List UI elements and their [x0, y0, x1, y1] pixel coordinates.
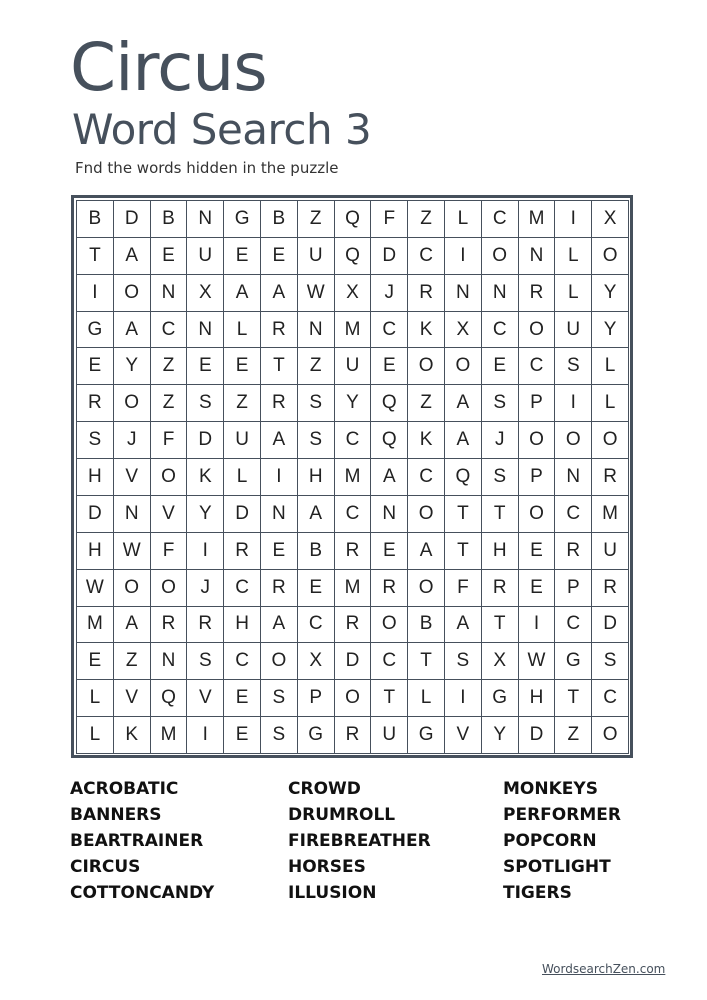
grid-cell: E	[77, 348, 114, 385]
grid-cell: T	[555, 680, 592, 717]
grid-cell: F	[151, 422, 188, 459]
grid-cell: Q	[151, 680, 188, 717]
grid-cell: C	[371, 643, 408, 680]
grid-cell: E	[187, 348, 224, 385]
grid-cell: M	[519, 201, 556, 238]
word-list-item: HORSES	[288, 857, 366, 877]
grid-cell: O	[114, 275, 151, 312]
grid-cell: J	[482, 422, 519, 459]
grid-cell: J	[371, 275, 408, 312]
grid-cell: C	[335, 496, 372, 533]
grid-cell: Z	[298, 201, 335, 238]
grid-cell: P	[519, 385, 556, 422]
grid-cell: H	[77, 459, 114, 496]
grid-cell: E	[224, 717, 261, 754]
grid-cell: I	[445, 238, 482, 275]
grid-cell: X	[187, 275, 224, 312]
grid-cell: O	[555, 422, 592, 459]
grid-cell: A	[445, 385, 482, 422]
word-list-item: CIRCUS	[70, 857, 141, 877]
grid-cell: K	[408, 312, 445, 349]
grid-cell: L	[77, 717, 114, 754]
grid-cell: T	[261, 348, 298, 385]
word-list-item: MONKEYS	[503, 779, 598, 799]
grid-cell: L	[224, 312, 261, 349]
grid-cell: E	[151, 238, 188, 275]
grid-cell: Q	[445, 459, 482, 496]
grid-cell: A	[445, 607, 482, 644]
grid-cell: M	[335, 459, 372, 496]
grid-cell: I	[187, 717, 224, 754]
word-list-item: ACROBATIC	[70, 779, 179, 799]
grid-cell: S	[298, 422, 335, 459]
grid-cell: R	[555, 533, 592, 570]
grid-cell: D	[114, 201, 151, 238]
grid-cell: G	[298, 717, 335, 754]
grid-cell: T	[371, 680, 408, 717]
grid-cell: Q	[335, 238, 372, 275]
grid-cell: T	[445, 496, 482, 533]
grid-cell: W	[519, 643, 556, 680]
grid-cell: I	[555, 385, 592, 422]
grid-cell: D	[224, 496, 261, 533]
grid-cell: B	[151, 201, 188, 238]
grid-cell: R	[592, 570, 629, 607]
grid-cell: G	[77, 312, 114, 349]
word-list-item: BEARTRAINER	[70, 831, 204, 851]
grid-cell: N	[151, 643, 188, 680]
grid-cell: T	[445, 533, 482, 570]
grid-cell: R	[408, 275, 445, 312]
grid-cell: C	[408, 238, 445, 275]
grid-cell: A	[114, 238, 151, 275]
grid-cell: I	[555, 201, 592, 238]
grid-cell: D	[335, 643, 372, 680]
grid-cell: N	[371, 496, 408, 533]
grid-cell: X	[298, 643, 335, 680]
puzzle-grid	[76, 200, 629, 754]
grid-cell: Z	[114, 643, 151, 680]
grid-cell: U	[187, 238, 224, 275]
word-list-item: POPCORN	[503, 831, 597, 851]
word-list-item: TIGERS	[503, 883, 572, 903]
grid-cell: R	[482, 570, 519, 607]
grid-cell: T	[77, 238, 114, 275]
grid-cell: P	[519, 459, 556, 496]
grid-cell: X	[445, 312, 482, 349]
grid-cell: S	[445, 643, 482, 680]
grid-cell: D	[187, 422, 224, 459]
grid-cell: G	[224, 201, 261, 238]
grid-cell: S	[482, 459, 519, 496]
grid-cell: B	[408, 607, 445, 644]
grid-cell: M	[77, 607, 114, 644]
grid-cell: Q	[371, 422, 408, 459]
grid-cell: V	[114, 459, 151, 496]
grid-cell: B	[298, 533, 335, 570]
grid-cell: U	[224, 422, 261, 459]
grid-cell: P	[298, 680, 335, 717]
grid-cell: I	[77, 275, 114, 312]
grid-cell: N	[482, 275, 519, 312]
grid-cell: X	[482, 643, 519, 680]
grid-cell: V	[187, 680, 224, 717]
grid-cell: U	[555, 312, 592, 349]
grid-cell: S	[261, 680, 298, 717]
grid-cell: A	[408, 533, 445, 570]
grid-cell: S	[482, 385, 519, 422]
grid-cell: L	[555, 238, 592, 275]
grid-cell: C	[408, 459, 445, 496]
grid-cell: D	[519, 717, 556, 754]
grid-cell: N	[187, 312, 224, 349]
grid-cell: Y	[114, 348, 151, 385]
word-list-column	[70, 776, 214, 906]
grid-cell: H	[482, 533, 519, 570]
grid-cell: H	[519, 680, 556, 717]
grid-cell: E	[261, 238, 298, 275]
grid-cell: A	[224, 275, 261, 312]
grid-cell: L	[592, 385, 629, 422]
grid-cell: O	[519, 496, 556, 533]
grid-cell: R	[261, 570, 298, 607]
grid-cell: O	[151, 570, 188, 607]
grid-cell: L	[592, 348, 629, 385]
grid-cell: S	[555, 348, 592, 385]
grid-cell: Z	[298, 348, 335, 385]
grid-cell: K	[408, 422, 445, 459]
grid-cell: R	[77, 385, 114, 422]
grid-cell: R	[519, 275, 556, 312]
grid-cell: C	[482, 312, 519, 349]
grid-cell: R	[261, 312, 298, 349]
grid-cell: S	[261, 717, 298, 754]
word-list-item: COTTONCANDY	[70, 883, 215, 903]
grid-cell: C	[482, 201, 519, 238]
instructions-text: Fnd the words hidden in the puzzle	[75, 159, 339, 177]
grid-cell: A	[261, 422, 298, 459]
site-link[interactable]: WordsearchZen.com	[542, 962, 666, 976]
grid-cell: Z	[555, 717, 592, 754]
grid-cell: Z	[151, 385, 188, 422]
grid-cell: R	[592, 459, 629, 496]
word-list-item: PERFORMER	[503, 805, 621, 825]
grid-cell: F	[445, 570, 482, 607]
grid-cell: P	[555, 570, 592, 607]
grid-cell: I	[445, 680, 482, 717]
grid-cell: L	[555, 275, 592, 312]
grid-cell: W	[77, 570, 114, 607]
grid-cell: I	[261, 459, 298, 496]
grid-cell: C	[335, 422, 372, 459]
grid-cell: C	[298, 607, 335, 644]
grid-cell: A	[261, 275, 298, 312]
grid-cell: S	[298, 385, 335, 422]
grid-cell: O	[151, 459, 188, 496]
grid-cell: R	[187, 607, 224, 644]
grid-cell: G	[408, 717, 445, 754]
grid-cell: U	[298, 238, 335, 275]
grid-cell: M	[335, 570, 372, 607]
grid-cell: R	[335, 717, 372, 754]
grid-cell: X	[335, 275, 372, 312]
grid-cell: O	[482, 238, 519, 275]
grid-cell: C	[592, 680, 629, 717]
puzzle-grid-frame	[71, 195, 633, 758]
grid-cell: L	[408, 680, 445, 717]
grid-cell: N	[555, 459, 592, 496]
grid-cell: C	[151, 312, 188, 349]
grid-cell: S	[592, 643, 629, 680]
grid-cell: Y	[592, 275, 629, 312]
grid-cell: E	[371, 348, 408, 385]
grid-cell: Z	[151, 348, 188, 385]
grid-cell: V	[151, 496, 188, 533]
grid-cell: Y	[187, 496, 224, 533]
grid-cell: L	[445, 201, 482, 238]
grid-cell: A	[371, 459, 408, 496]
grid-cell: Y	[482, 717, 519, 754]
grid-cell: L	[77, 680, 114, 717]
grid-cell: N	[114, 496, 151, 533]
grid-cell: O	[445, 348, 482, 385]
word-list-item: SPOTLIGHT	[503, 857, 611, 877]
grid-cell: I	[519, 607, 556, 644]
word-list-item: FIREBREATHER	[288, 831, 431, 851]
grid-cell: O	[592, 238, 629, 275]
grid-cell: E	[224, 680, 261, 717]
grid-cell: U	[371, 717, 408, 754]
grid-cell: Z	[408, 385, 445, 422]
grid-cell: R	[261, 385, 298, 422]
word-list-column	[503, 776, 621, 906]
grid-cell: A	[261, 607, 298, 644]
grid-cell: E	[224, 348, 261, 385]
grid-cell: Q	[371, 385, 408, 422]
word-list-item: ILLUSION	[288, 883, 377, 903]
grid-cell: O	[592, 717, 629, 754]
grid-cell: H	[224, 607, 261, 644]
grid-cell: R	[335, 607, 372, 644]
grid-cell: N	[298, 312, 335, 349]
grid-cell: S	[77, 422, 114, 459]
grid-cell: F	[371, 201, 408, 238]
grid-cell: H	[77, 533, 114, 570]
grid-cell: Q	[335, 201, 372, 238]
grid-cell: R	[371, 570, 408, 607]
grid-cell: R	[335, 533, 372, 570]
grid-cell: O	[335, 680, 372, 717]
grid-cell: O	[519, 422, 556, 459]
grid-cell: E	[224, 238, 261, 275]
grid-cell: D	[371, 238, 408, 275]
grid-cell: O	[114, 385, 151, 422]
grid-cell: A	[298, 496, 335, 533]
grid-cell: G	[482, 680, 519, 717]
grid-cell: E	[298, 570, 335, 607]
grid-cell: C	[224, 643, 261, 680]
grid-cell: L	[224, 459, 261, 496]
grid-cell: Z	[408, 201, 445, 238]
word-list-item: CROWD	[288, 779, 361, 799]
word-list-item: DRUMROLL	[288, 805, 396, 825]
grid-cell: M	[592, 496, 629, 533]
grid-cell: T	[408, 643, 445, 680]
word-list-column	[288, 776, 431, 906]
grid-cell: C	[555, 607, 592, 644]
grid-cell: O	[519, 312, 556, 349]
grid-cell: X	[592, 201, 629, 238]
grid-cell: D	[592, 607, 629, 644]
grid-cell: K	[187, 459, 224, 496]
grid-cell: T	[482, 496, 519, 533]
grid-cell: J	[114, 422, 151, 459]
grid-cell: C	[555, 496, 592, 533]
grid-cell: O	[371, 607, 408, 644]
grid-cell: D	[77, 496, 114, 533]
grid-cell: M	[335, 312, 372, 349]
grid-cell: J	[187, 570, 224, 607]
word-list	[70, 776, 630, 906]
grid-cell: W	[114, 533, 151, 570]
grid-cell: V	[445, 717, 482, 754]
grid-cell: E	[371, 533, 408, 570]
grid-cell: R	[151, 607, 188, 644]
grid-cell: O	[261, 643, 298, 680]
grid-cell: O	[592, 422, 629, 459]
grid-cell: N	[519, 238, 556, 275]
grid-cell: S	[187, 385, 224, 422]
grid-cell: A	[114, 312, 151, 349]
grid-cell: H	[298, 459, 335, 496]
grid-cell: N	[261, 496, 298, 533]
grid-cell: R	[224, 533, 261, 570]
grid-cell: S	[187, 643, 224, 680]
grid-cell: Y	[335, 385, 372, 422]
grid-cell: O	[114, 570, 151, 607]
grid-cell: I	[187, 533, 224, 570]
grid-cell: C	[371, 312, 408, 349]
grid-cell: K	[114, 717, 151, 754]
grid-cell: A	[445, 422, 482, 459]
page-subtitle: Word Search 3	[72, 105, 372, 154]
grid-cell: E	[519, 533, 556, 570]
grid-cell: V	[114, 680, 151, 717]
grid-cell: A	[114, 607, 151, 644]
grid-cell: E	[261, 533, 298, 570]
grid-cell: E	[519, 570, 556, 607]
grid-cell: Y	[592, 312, 629, 349]
grid-cell: Z	[224, 385, 261, 422]
grid-cell: U	[592, 533, 629, 570]
grid-cell: O	[408, 496, 445, 533]
grid-cell: N	[187, 201, 224, 238]
grid-cell: G	[555, 643, 592, 680]
grid-cell: N	[151, 275, 188, 312]
grid-cell: C	[519, 348, 556, 385]
word-list-item: BANNERS	[70, 805, 162, 825]
page-title: Circus	[70, 29, 267, 106]
grid-cell: F	[151, 533, 188, 570]
grid-cell: C	[224, 570, 261, 607]
grid-cell: B	[261, 201, 298, 238]
grid-cell: E	[77, 643, 114, 680]
grid-cell: N	[445, 275, 482, 312]
grid-cell: U	[335, 348, 372, 385]
grid-cell: W	[298, 275, 335, 312]
grid-cell: O	[408, 570, 445, 607]
grid-cell: T	[482, 607, 519, 644]
grid-cell: E	[482, 348, 519, 385]
grid-cell: B	[77, 201, 114, 238]
grid-cell: O	[408, 348, 445, 385]
grid-cell: M	[151, 717, 188, 754]
